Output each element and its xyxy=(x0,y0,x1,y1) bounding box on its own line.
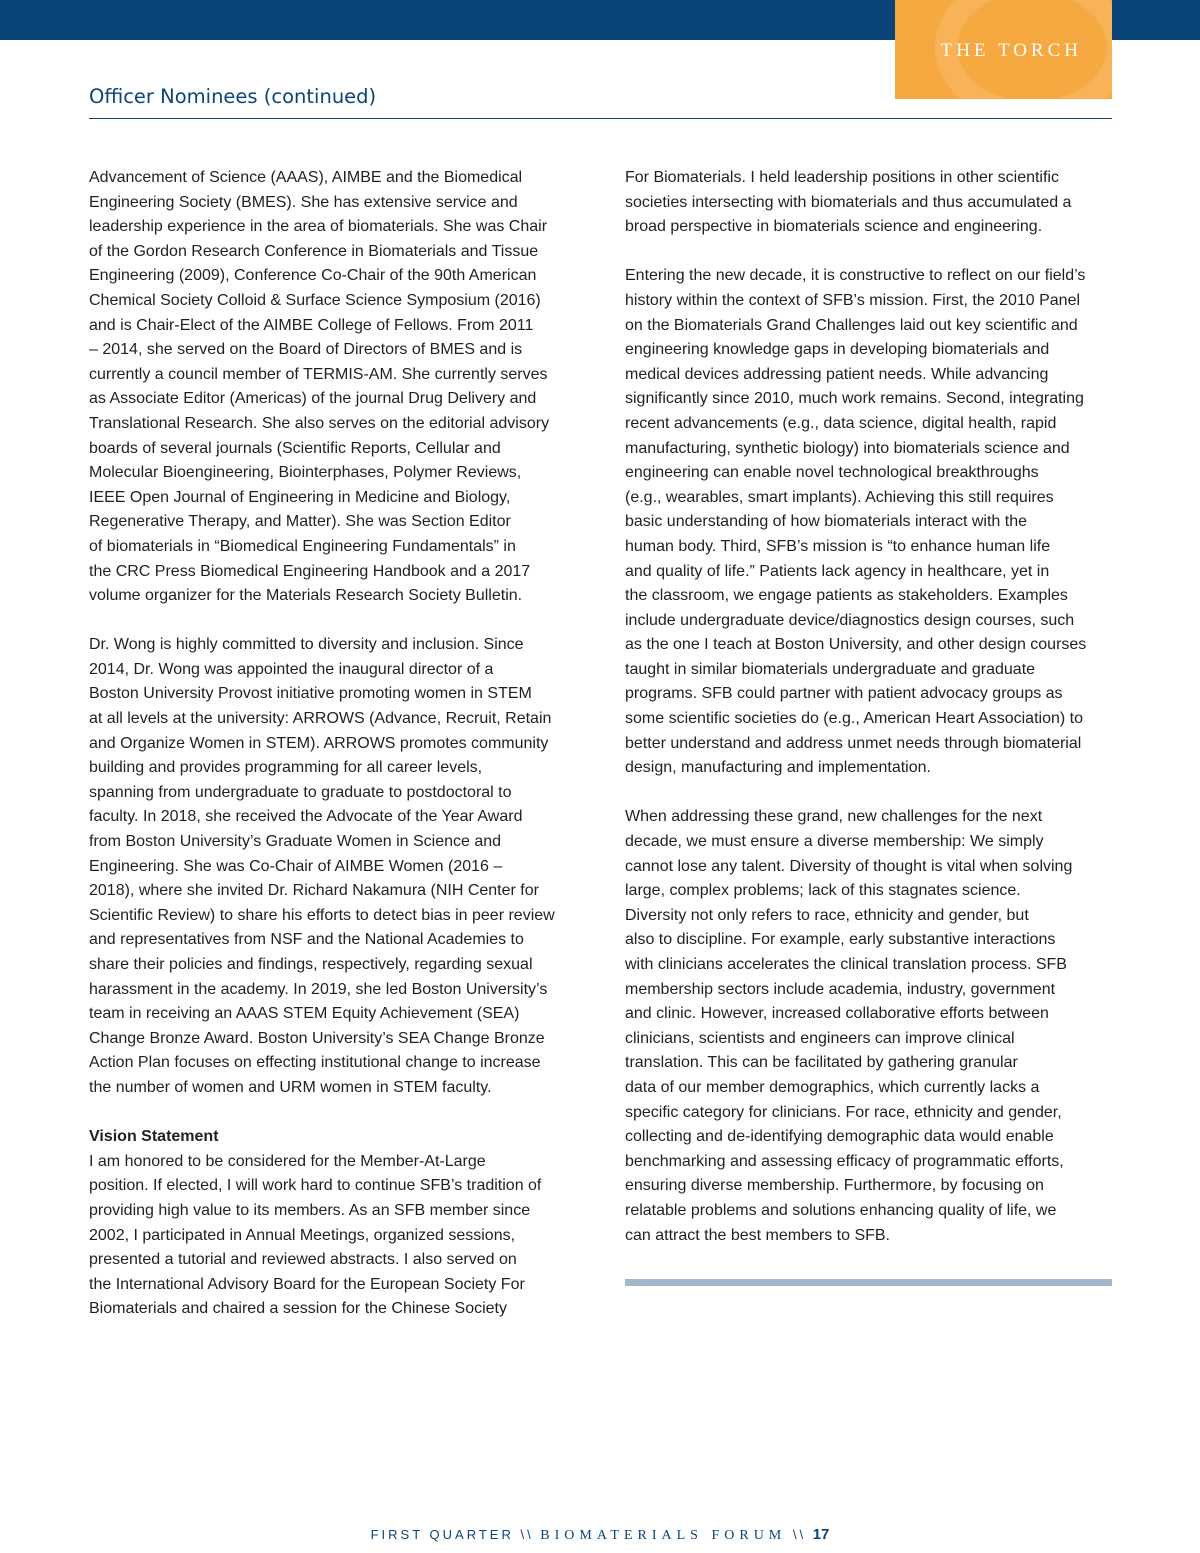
page-number: 17 xyxy=(812,1526,830,1543)
text-line: at all levels at the university: ARROWS (Advance, Recruit, Retain xyxy=(89,710,552,728)
text-line: the International Advisory Board for the European Society For xyxy=(89,1275,525,1293)
text-line: the CRC Press Biomedical Engineering Handbook and a 2017 xyxy=(89,562,531,580)
vision-statement-heading: Vision Statement xyxy=(89,1128,219,1146)
text-line: 2018), where she invited Dr. Richard Nakamura (NIH Center for xyxy=(89,882,539,900)
text-line: Engineering. She was Co-Chair of AIMBE Women (2016 – xyxy=(89,857,503,875)
text-line: as Associate Editor (Americas) of the journal Drug Delivery and xyxy=(89,390,537,408)
right-column xyxy=(625,166,1125,1273)
torch-label: THE TORCH xyxy=(940,40,1082,61)
text-line: leadership experience in the area of biomaterials. She was Chair xyxy=(89,218,548,236)
text-line: faculty. In 2018, she received the Advocate of the Year Award xyxy=(89,808,523,826)
text-line: Engineering (2009), Conference Co-Chair of the 90th American xyxy=(89,267,537,285)
right-paragraph-2: Entering the new decade, it is constructive to reflect on our field’s history within the context of SFB’s mission. First, the 2010 Panel on the Biomaterials Grand Challenges laid out key scientific and engineering knowledge gaps in developing biomaterials and medical devices addressing patient needs. While advancing significantly since 2010, much work remains. Second, integrating recent advancements (e.g., data science, digital health, rapid manufacturing, synthetic biology) into biomaterials science and engineering can enable novel technological breakthroughs (e.g., wearables, smart implants). Achieving this still requires basic understanding of how biomaterials interact with the human body. Third, SFB’s mission is “to enhance human life and quality of life.” Patients lack agency in healthcare, yet in the classroom, we engage patients as stakeholders. Examples include undergraduate device/diagnostics design courses, such as the one I teach at Boston University, and other design courses taught in similar biomaterials undergraduate and graduate programs. SFB could partner with patient advocacy groups as some scientific societies do (e.g., American Heart Association) to better understand and address unmet needs through biomaterial design, manufacturing and implementation. xyxy=(625,267,1087,777)
text-line: 2014, Dr. Wong was appointed the inaugural director of a xyxy=(89,660,494,678)
text-line: Molecular Bioengineering, Biointerphases, Polymer Reviews, xyxy=(89,464,522,482)
right-paragraph-3: When addressing these grand, new challenges for the next decade, we must ensure a diverse membership: We simply cannot lose any talent. Diversity of thought is vital when solving large, complex problems; lack of this stagnates science. Diversity not only refers to race, ethnicity and gender, but also to discipline. For example, early substantive interactions with clinicians accelerates the clinical translation process. SFB membership sectors include academia, industry, government and clinic. However, increased collaborative efforts between clinicians, scientists and engineers can improve clinical translation. This can be facilitated by gathering granular data of our member demographics, which currently lacks a specific category for clinicians. For race, ethnicity and gender, collecting and de-identifying demographic data would enable benchmarking and assessing efficacy of programmatic efforts, ensuring diverse membership. Furthermore, by focusing on relatable problems and solutions enhancing quality of life, we can attract the best members to SFB. xyxy=(625,808,1073,1244)
text-line: 2002, I participated in Annual Meetings, organized sessions, xyxy=(89,1226,516,1244)
text-line: presented a tutorial and reviewed abstracts. I also served on xyxy=(89,1251,517,1269)
text-line: Engineering Society (BMES). She has extensive service and xyxy=(89,193,518,211)
text-line: Chemical Society Colloid & Surface Science Symposium (2016) xyxy=(89,291,541,309)
text-line: team in receiving an AAAS STEM Equity Achievement (SEA) xyxy=(89,1005,520,1023)
section-title: Officer Nominees (continued) xyxy=(89,85,377,108)
text-line: Advancement of Science (AAAS), AIMBE and the Biomedical xyxy=(89,169,523,186)
text-line: Action Plan focuses on effecting institutional change to increase xyxy=(89,1054,541,1072)
text-line: and Organize Women in STEM). ARROWS promotes community xyxy=(89,734,549,752)
text-line: – 2014, she served on the Board of Directors of BMES and is xyxy=(89,341,523,359)
text-line: harassment in the academy. In 2019, she led Boston University’s xyxy=(89,980,548,998)
left-column xyxy=(89,166,589,1347)
text-line: and representatives from NSF and the National Academies to xyxy=(89,931,524,949)
text-line: Dr. Wong is highly committed to diversity and inclusion. Since xyxy=(89,636,524,654)
text-line: Biomaterials and chaired a session for the Chinese Society xyxy=(89,1300,507,1318)
text-line: share their policies and findings, respectively, regarding sexual xyxy=(89,956,533,973)
text-line: volume organizer for the Materials Research Society Bulletin. xyxy=(89,587,523,605)
text-line: Regenerative Therapy, and Matter). She was Section Editor xyxy=(89,513,511,531)
text-line: the number of women and URM women in STEM faculty. xyxy=(89,1078,492,1096)
text-line: building and provides programming for all career levels, xyxy=(89,759,483,777)
text-line: Boston University Provost initiative promoting women in STEM xyxy=(89,685,532,703)
left-paragraph-1 xyxy=(89,166,589,609)
text-line: IEEE Open Journal of Engineering in Medicine and Biology, xyxy=(89,488,511,506)
article-end-rule xyxy=(625,1279,1112,1286)
text-line: Translational Research. She also serves on the editorial advisory xyxy=(89,414,550,432)
right-paragraph-1: For Biomaterials. I held leadership positions in other scientific societies intersecting with biomaterials and thus accumulated a broad perspective in biomaterials science and engineering. xyxy=(625,169,1072,236)
footer-publication: BIOMATERIALS FORUM xyxy=(540,1528,787,1543)
text-line: Change Bronze Award. Boston University’s SEA Change Bronze xyxy=(89,1029,545,1047)
footer xyxy=(0,1526,1200,1544)
footer-quarter: FIRST QUARTER \\ xyxy=(370,1527,541,1542)
text-line: spanning from undergraduate to graduate to postdoctoral to xyxy=(89,783,512,801)
footer-separator: \\ xyxy=(786,1527,813,1542)
text-line: boards of several journals (Scientific Reports, Cellular and xyxy=(89,439,501,457)
left-paragraph-2 xyxy=(89,633,589,1100)
left-paragraph-3 xyxy=(89,1150,589,1322)
text-line: I am honored to be considered for the Member-At-Large xyxy=(89,1152,486,1170)
text-line: and is Chair-Elect of the AIMBE College of Fellows. From 2011 xyxy=(89,316,534,334)
text-line: of biomaterials in “Biomedical Engineering Fundamentals” in xyxy=(89,537,516,555)
text-line: providing high value to its members. As an SFB member since xyxy=(89,1201,531,1219)
text-line: of the Gordon Research Conference in Biomaterials and Tissue xyxy=(89,242,539,260)
text-line: from Boston University’s Graduate Women in Science and xyxy=(89,833,502,851)
text-line: currently a council member of TERMIS-AM. She currently serves xyxy=(89,365,548,383)
text-line: position. If elected, I will work hard to continue SFB’s tradition of xyxy=(89,1177,542,1195)
heading-rule xyxy=(89,118,1112,119)
torch-tab xyxy=(895,0,1112,99)
text-line: Scientific Review) to share his efforts to detect bias in peer review xyxy=(89,906,555,924)
